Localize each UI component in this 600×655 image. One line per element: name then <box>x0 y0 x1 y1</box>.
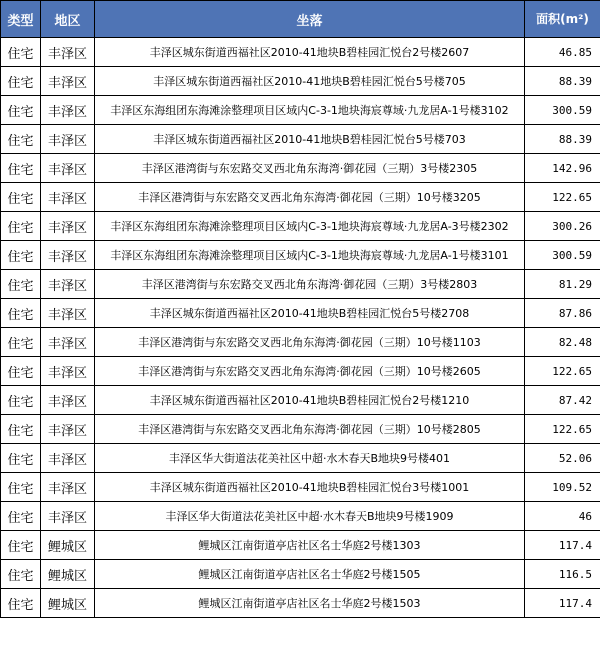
header-region: 地区 <box>41 1 95 38</box>
cell-address: 丰泽区东海组团东海滩涂整理项目区域内C-3-1地块海宸尊域·九龙居A-1号楼3101 <box>95 241 525 270</box>
header-area: 面积(m²) <box>525 1 600 38</box>
cell-type: 住宅 <box>1 357 41 386</box>
cell-area: 122.65 <box>525 183 600 212</box>
cell-address: 丰泽区东海组团东海滩涂整理项目区域内C-3-1地块海宸尊域·九龙居A-1号楼3102 <box>95 96 525 125</box>
table-row <box>1 473 600 502</box>
cell-area: 87.42 <box>525 386 600 415</box>
cell-region: 丰泽区 <box>41 38 95 67</box>
table-row <box>1 154 600 183</box>
cell-area: 117.4 <box>525 531 600 560</box>
table-row <box>1 270 600 299</box>
table-row <box>1 125 600 154</box>
cell-region: 丰泽区 <box>41 270 95 299</box>
cell-area: 142.96 <box>525 154 600 183</box>
cell-region: 丰泽区 <box>41 502 95 531</box>
cell-type: 住宅 <box>1 96 41 125</box>
table-row <box>1 299 600 328</box>
cell-region: 丰泽区 <box>41 67 95 96</box>
table-row <box>1 241 600 270</box>
cell-address: 丰泽区港湾街与东宏路交叉西北角东海湾·御花园（三期）10号楼2605 <box>95 357 525 386</box>
cell-address: 丰泽区华大街道法花美社区中超·水木春天B地块9号楼401 <box>95 444 525 473</box>
table-row <box>1 183 600 212</box>
cell-address: 丰泽区城东街道西福社区2010-41地块B碧桂园汇悦台5号楼2708 <box>95 299 525 328</box>
cell-type: 住宅 <box>1 531 41 560</box>
cell-type: 住宅 <box>1 67 41 96</box>
table-row <box>1 328 600 357</box>
cell-type: 住宅 <box>1 415 41 444</box>
cell-region: 丰泽区 <box>41 96 95 125</box>
cell-region: 丰泽区 <box>41 473 95 502</box>
cell-address: 鲤城区江南街道亭店社区名士华庭2号楼1505 <box>95 560 525 589</box>
cell-type: 住宅 <box>1 38 41 67</box>
table-row <box>1 386 600 415</box>
cell-area: 117.4 <box>525 589 600 618</box>
cell-area: 122.65 <box>525 357 600 386</box>
cell-region: 丰泽区 <box>41 444 95 473</box>
cell-region: 鲤城区 <box>41 560 95 589</box>
cell-region: 鲤城区 <box>41 589 95 618</box>
cell-address: 丰泽区华大街道法花美社区中超·水木春天B地块9号楼1909 <box>95 502 525 531</box>
cell-area: 81.29 <box>525 270 600 299</box>
cell-type: 住宅 <box>1 183 41 212</box>
cell-region: 丰泽区 <box>41 241 95 270</box>
cell-address: 丰泽区东海组团东海滩涂整理项目区域内C-3-1地块海宸尊域·九龙居A-3号楼2302 <box>95 212 525 241</box>
cell-type: 住宅 <box>1 502 41 531</box>
cell-area: 300.26 <box>525 212 600 241</box>
table-row <box>1 531 600 560</box>
cell-type: 住宅 <box>1 444 41 473</box>
cell-region: 丰泽区 <box>41 212 95 241</box>
cell-region: 丰泽区 <box>41 328 95 357</box>
cell-address: 丰泽区港湾街与东宏路交叉西北角东海湾·御花园（三期）10号楼2805 <box>95 415 525 444</box>
cell-type: 住宅 <box>1 241 41 270</box>
cell-area: 88.39 <box>525 125 600 154</box>
cell-address: 丰泽区城东街道西福社区2010-41地块B碧桂园汇悦台5号楼703 <box>95 125 525 154</box>
table-row <box>1 96 600 125</box>
cell-region: 丰泽区 <box>41 299 95 328</box>
cell-address: 鲤城区江南街道亭店社区名士华庭2号楼1303 <box>95 531 525 560</box>
cell-region: 丰泽区 <box>41 125 95 154</box>
cell-region: 丰泽区 <box>41 415 95 444</box>
cell-type: 住宅 <box>1 386 41 415</box>
cell-address: 丰泽区港湾街与东宏路交叉西北角东海湾·御花园（三期）10号楼3205 <box>95 183 525 212</box>
cell-region: 鲤城区 <box>41 531 95 560</box>
header-type: 类型 <box>1 1 41 38</box>
cell-type: 住宅 <box>1 560 41 589</box>
cell-area: 46.85 <box>525 38 600 67</box>
cell-area: 82.48 <box>525 328 600 357</box>
cell-type: 住宅 <box>1 473 41 502</box>
cell-area: 88.39 <box>525 67 600 96</box>
cell-region: 丰泽区 <box>41 357 95 386</box>
table-row <box>1 589 600 618</box>
cell-type: 住宅 <box>1 125 41 154</box>
header-address: 坐落 <box>95 1 525 38</box>
cell-type: 住宅 <box>1 299 41 328</box>
cell-type: 住宅 <box>1 212 41 241</box>
cell-area: 87.86 <box>525 299 600 328</box>
table-row <box>1 357 600 386</box>
cell-address: 丰泽区城东街道西福社区2010-41地块B碧桂园汇悦台3号楼1001 <box>95 473 525 502</box>
cell-type: 住宅 <box>1 154 41 183</box>
table-header <box>1 1 600 38</box>
table-row <box>1 38 600 67</box>
cell-address: 丰泽区城东街道西福社区2010-41地块B碧桂园汇悦台5号楼705 <box>95 67 525 96</box>
cell-area: 122.65 <box>525 415 600 444</box>
cell-area: 116.5 <box>525 560 600 589</box>
cell-region: 丰泽区 <box>41 154 95 183</box>
cell-address: 丰泽区港湾街与东宏路交叉西北角东海湾·御花园（三期）3号楼2305 <box>95 154 525 183</box>
table-row <box>1 560 600 589</box>
cell-type: 住宅 <box>1 328 41 357</box>
cell-address: 丰泽区港湾街与东宏路交叉西北角东海湾·御花园（三期）3号楼2803 <box>95 270 525 299</box>
cell-area: 46 <box>525 502 600 531</box>
cell-address: 丰泽区城东街道西福社区2010-41地块B碧桂园汇悦台2号楼2607 <box>95 38 525 67</box>
cell-address: 丰泽区港湾街与东宏路交叉西北角东海湾·御花园（三期）10号楼1103 <box>95 328 525 357</box>
cell-region: 丰泽区 <box>41 386 95 415</box>
table-row <box>1 67 600 96</box>
table-row <box>1 502 600 531</box>
cell-type: 住宅 <box>1 270 41 299</box>
cell-address: 丰泽区城东街道西福社区2010-41地块B碧桂园汇悦台2号楼1210 <box>95 386 525 415</box>
cell-area: 109.52 <box>525 473 600 502</box>
table-row <box>1 444 600 473</box>
cell-type: 住宅 <box>1 589 41 618</box>
table-row <box>1 415 600 444</box>
cell-address: 鲤城区江南街道亭店社区名士华庭2号楼1503 <box>95 589 525 618</box>
cell-area: 300.59 <box>525 96 600 125</box>
cell-area: 52.06 <box>525 444 600 473</box>
cell-region: 丰泽区 <box>41 183 95 212</box>
cell-area: 300.59 <box>525 241 600 270</box>
table-body <box>1 38 600 618</box>
table-row <box>1 212 600 241</box>
